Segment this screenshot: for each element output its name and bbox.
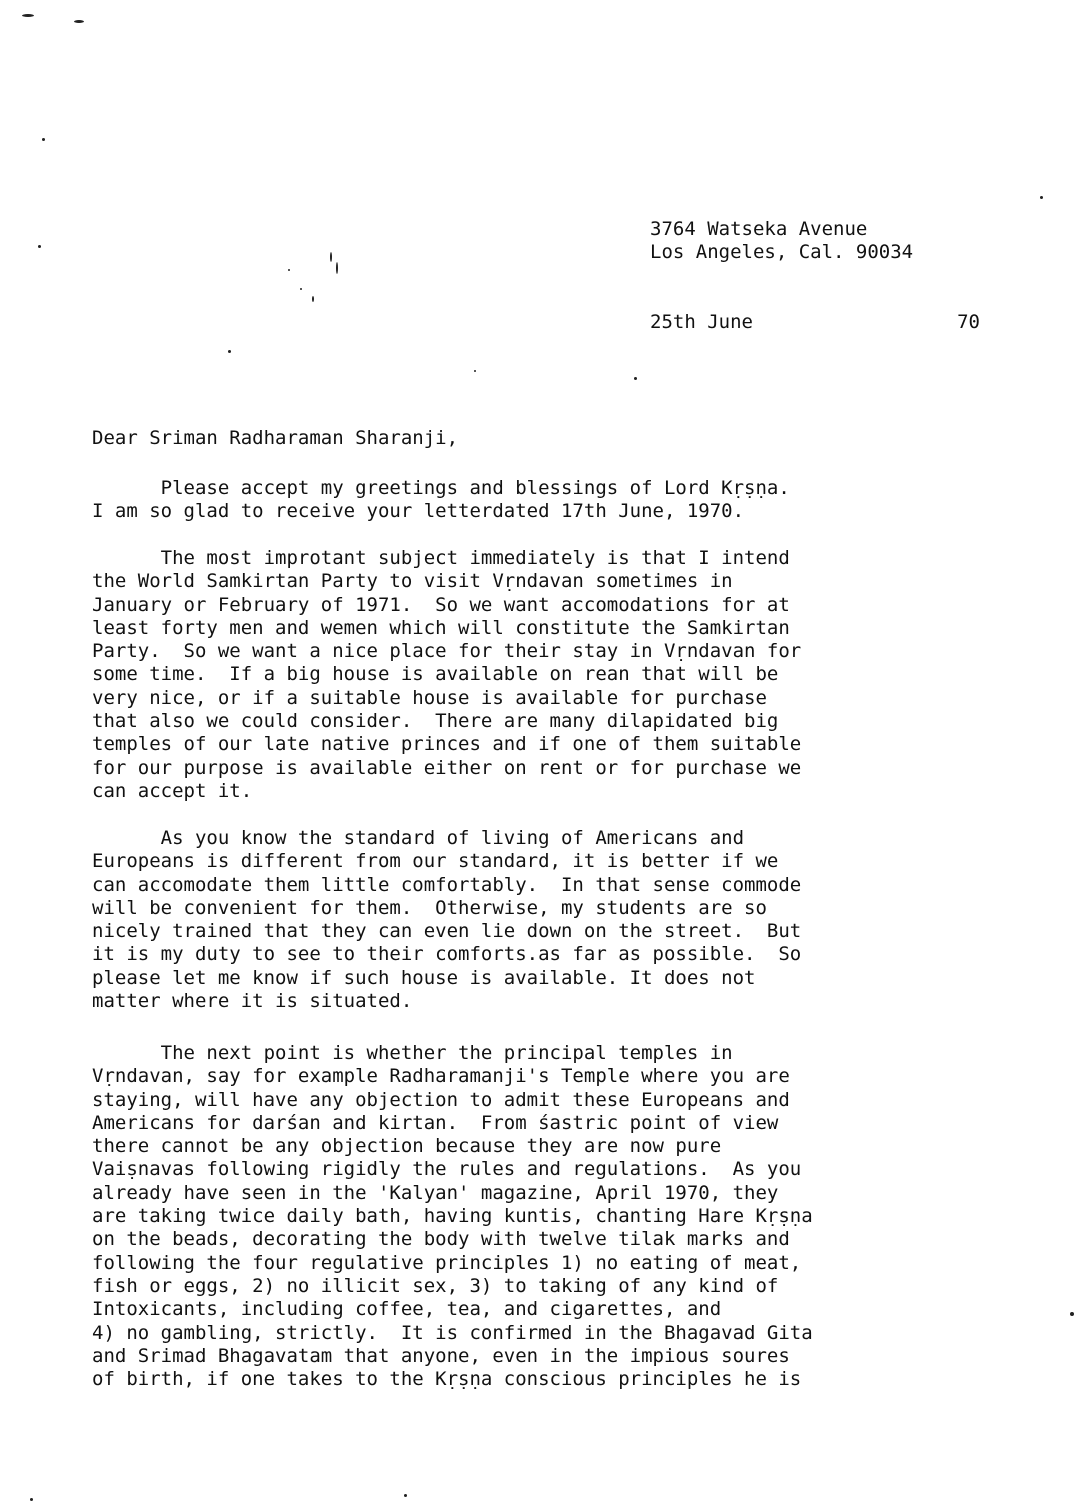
scan-speck: [288, 269, 290, 271]
text-line: fish or eggs, 2) no illicit sex, 3) to taking of any kind of: [92, 1274, 779, 1297]
text-line: As you know the standard of living of Americans and: [92, 827, 745, 849]
paragraph-greeting: [92, 477, 992, 524]
scan-speck: [74, 20, 84, 23]
text-line: staying, will have any objection to admit these Europeans and: [92, 1088, 790, 1111]
scan-speck: [404, 1494, 407, 1497]
text-line: very nice, or if a suitable house is available for purchase: [92, 686, 767, 709]
text-line: will be convenient for them. Otherwise, my students are so: [92, 896, 767, 919]
text-line: and Srimad Bhagavatam that anyone, even in the impious soures: [92, 1344, 790, 1367]
text-line: following the four regulative principles 1) no eating of meat,: [92, 1251, 802, 1274]
text-line: Europeans is different from our standard, it is better if we: [92, 850, 779, 873]
scan-speck: [330, 252, 332, 262]
text-line: 4) no gambling, strictly. It is confirmed in the Bhagavad Gita: [92, 1321, 813, 1344]
text-line: I am so glad to receive your letterdated 17th June, 1970.: [92, 500, 745, 523]
text-line: least forty men and wemen which will constitute the Samkirtan: [92, 616, 790, 639]
salutation: Dear Sriman Radharaman Sharanji,: [92, 427, 459, 449]
text-line: The most improtant subject immediately is that I intend: [92, 547, 790, 569]
text-line: can accept it.: [92, 779, 253, 802]
address-line-2: Los Angeles, Cal. 90034: [650, 241, 914, 263]
text-line: please let me know if such house is available. It does not: [92, 966, 756, 989]
scan-speck: [1040, 196, 1043, 199]
scan-speck: [1070, 1312, 1074, 1316]
scan-speck: [336, 262, 338, 274]
text-line: Party. So we want a nice place for their stay in Vṛndavan for: [92, 640, 802, 663]
text-line: the World Samkirtan Party to visit Vṛndavan sometimes in: [92, 570, 733, 593]
scan-speck: [228, 350, 231, 353]
text-line: matter where it is situated.: [92, 990, 413, 1013]
text-line: for our purpose is available either on rent or for purchase we: [92, 756, 802, 779]
text-line: it is my duty to see to their comforts.as far as possible. So: [92, 943, 802, 966]
text-line: can accomodate them little comfortably. In that sense commode: [92, 873, 802, 896]
paragraph-accommodation: [92, 547, 992, 803]
text-line: nicely trained that they can even lie down on the street. But: [92, 920, 802, 943]
text-line: that also we could consider. There are many dilapidated big: [92, 710, 779, 733]
text-line: are taking twice daily bath, having kuntis, chanting Hare Kṛṣṇa: [92, 1205, 813, 1228]
text-line: of birth, if one takes to the Kṛṣṇa conscious principles he is: [92, 1368, 802, 1391]
text-line: Vaiṣnavas following rigidly the rules and regulations. As you: [92, 1158, 802, 1181]
scan-speck: [634, 377, 637, 380]
text-line: Vṛndavan, say for example Radharamanji's Temple where you are: [92, 1065, 790, 1088]
date-day-month: 25th June: [650, 311, 753, 333]
scan-speck: [312, 296, 314, 302]
text-line: on the beads, decorating the body with twelve tilak marks and: [92, 1228, 790, 1251]
text-line: some time. If a big house is available on rean that will be: [92, 663, 779, 686]
text-line: temples of our late native princes and if one of them suitable: [92, 733, 802, 756]
scan-speck: [300, 288, 302, 290]
text-line: Intoxicants, including coffee, tea, and cigarettes, and: [92, 1298, 722, 1321]
scan-speck: [474, 370, 476, 372]
paragraph-temples: [92, 1042, 992, 1391]
text-line: January or February of 1971. So we want accomodations for at: [92, 593, 790, 616]
text-line: already have seen in the 'Kalyan' magazine, April 1970, they: [92, 1181, 779, 1204]
scan-speck: [22, 14, 34, 17]
scan-speck: [30, 1498, 33, 1501]
scan-speck: [38, 245, 41, 248]
letter-date: [650, 311, 980, 334]
sender-address: [650, 218, 990, 264]
paragraph-standard-of-living: [92, 827, 992, 1013]
scan-speck: [42, 138, 45, 141]
text-line: Americans for darśan and kirtan. From śastric point of view: [92, 1111, 779, 1134]
text-line: The next point is whether the principal temples in: [92, 1042, 733, 1064]
date-year: 70: [957, 311, 980, 333]
text-line: Please accept my greetings and blessings of Lord Kṛṣṇa.: [92, 477, 790, 499]
address-line-1: 3764 Watseka Avenue: [650, 218, 868, 240]
text-line: there cannot be any objection because they are now pure: [92, 1135, 722, 1158]
